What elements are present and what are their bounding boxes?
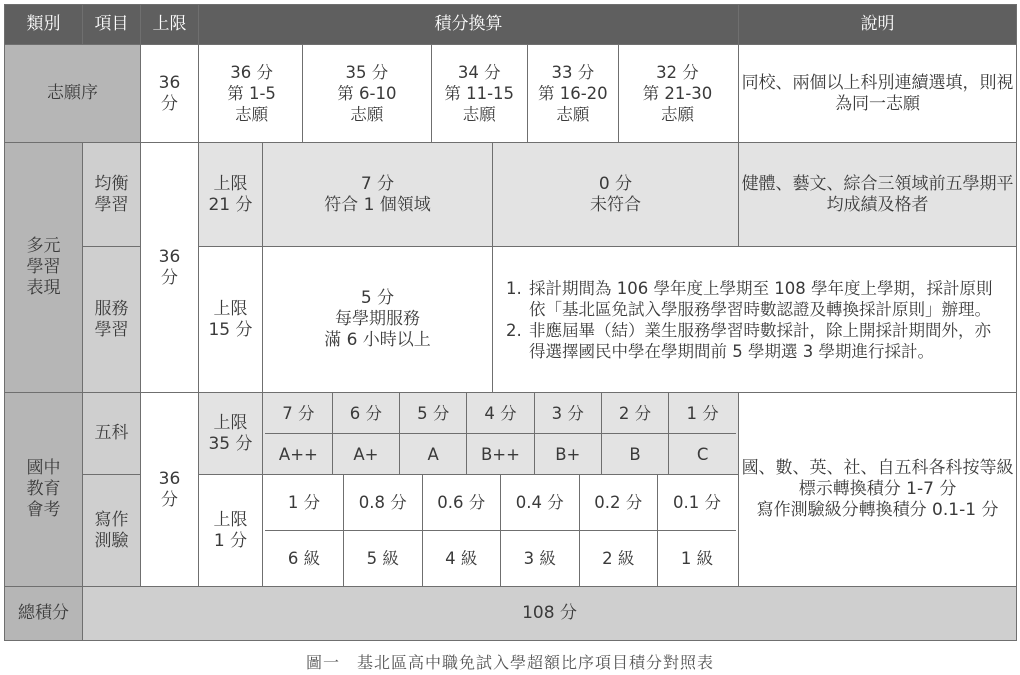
five-grade: C — [669, 434, 736, 475]
writing-level: 3 級 — [501, 531, 580, 587]
five-grid — [263, 393, 739, 475]
balanced-label: 均衡 學習 — [83, 143, 141, 247]
service-score: 5 分 每學期服務 滿 6 小時以上 — [263, 247, 493, 393]
exam-note — [739, 393, 1017, 587]
writing-level: 6 級 — [265, 531, 344, 587]
service-rules — [493, 247, 1017, 393]
header-category: 類別 — [5, 5, 83, 45]
exam-limit: 36 分 — [141, 393, 199, 587]
five-sublimit: 上限 35 分 — [199, 393, 263, 475]
five-grade: B — [601, 434, 668, 475]
five-point: 5 分 — [400, 393, 467, 434]
preference-tier: 34 分 第 11-15 志願 — [431, 45, 527, 142]
preference-note: 同校、兩個以上科別連續選填，則視為同一志願 — [739, 45, 1017, 143]
header-row — [5, 5, 1017, 45]
preference-limit: 36 分 — [141, 45, 199, 143]
service-label: 服務 學習 — [83, 247, 141, 393]
score-table — [4, 4, 1017, 641]
five-point: 3 分 — [534, 393, 601, 434]
five-grade: A+ — [332, 434, 399, 475]
writing-point: 0.2 分 — [579, 475, 658, 531]
exam-label: 國中 教育 會考 — [5, 393, 83, 587]
header-conversion: 積分換算 — [199, 5, 739, 45]
preference-tier: 32 分 第 21-30 志願 — [618, 45, 736, 142]
total-row — [5, 587, 1017, 641]
total-label: 總積分 — [5, 587, 83, 641]
balanced-row — [5, 143, 1017, 247]
five-point: 4 分 — [467, 393, 534, 434]
diverse-label: 多元 學習 表現 — [5, 143, 83, 393]
exam-note-text: 國、數、英、社、自五科各科按等級標示轉換積分 1-7 分 寫作測驗級分轉換積分 0.1-1 分 — [741, 458, 1014, 520]
preference-tier: 36 分 第 1-5 志願 — [201, 45, 303, 142]
service-rule: 1. 採計期間為 106 學年度上學期至 108 學年度上學期，採計原則依「基北區免試入學服務學習時數認證及轉換採計原則」辦理。 — [527, 278, 1006, 320]
writing-level: 5 級 — [344, 531, 423, 587]
five-grade: A++ — [265, 434, 332, 475]
balanced-unmet: 0 分 未符合 — [493, 143, 739, 247]
writing-grid — [263, 475, 739, 587]
writing-point: 0.1 分 — [658, 475, 737, 531]
five-label: 五科 — [83, 393, 141, 475]
five-point: 2 分 — [601, 393, 668, 434]
preference-tiers — [199, 45, 739, 143]
balanced-note: 健體、藝文、綜合三領域前五學期平均成績及格者 — [739, 143, 1017, 247]
five-grade: B+ — [534, 434, 601, 475]
header-item: 項目 — [83, 5, 141, 45]
five-subjects-row — [5, 393, 1017, 475]
total-value: 108 分 — [83, 587, 1017, 641]
header-explain: 說明 — [739, 5, 1017, 45]
writing-level: 4 級 — [422, 531, 501, 587]
preference-row — [5, 45, 1017, 143]
five-grade: B++ — [467, 434, 534, 475]
writing-point: 0.4 分 — [501, 475, 580, 531]
writing-label: 寫作 測驗 — [83, 475, 141, 587]
writing-point: 0.6 分 — [422, 475, 501, 531]
five-point: 7 分 — [265, 393, 332, 434]
preference-label: 志願序 — [5, 45, 141, 143]
writing-level: 2 級 — [579, 531, 658, 587]
figure-caption: 圖一 基北區高中職免試入學超額比序項目積分對照表 — [305, 653, 714, 672]
preference-tier: 35 分 第 6-10 志願 — [303, 45, 431, 142]
writing-point: 0.8 分 — [344, 475, 423, 531]
diverse-limit: 36 分 — [141, 143, 199, 393]
five-grade: A — [400, 434, 467, 475]
preference-tier: 33 分 第 16-20 志願 — [527, 45, 618, 142]
service-sublimit: 上限 15 分 — [199, 247, 263, 393]
writing-sublimit: 上限 1 分 — [199, 475, 263, 587]
writing-level: 1 級 — [658, 531, 737, 587]
header-limit: 上限 — [141, 5, 199, 45]
five-point: 1 分 — [669, 393, 736, 434]
five-point: 6 分 — [332, 393, 399, 434]
balanced-met: 7 分 符合 1 個領域 — [263, 143, 493, 247]
writing-point: 1 分 — [265, 475, 344, 531]
balanced-sublimit: 上限 21 分 — [199, 143, 263, 247]
service-rule: 2. 非應屆畢（結）業生服務學習時數採計，除上開採計期間外，亦得選擇國民中學在學期間前 5 學期選 3 學期進行採計。 — [527, 320, 1006, 362]
